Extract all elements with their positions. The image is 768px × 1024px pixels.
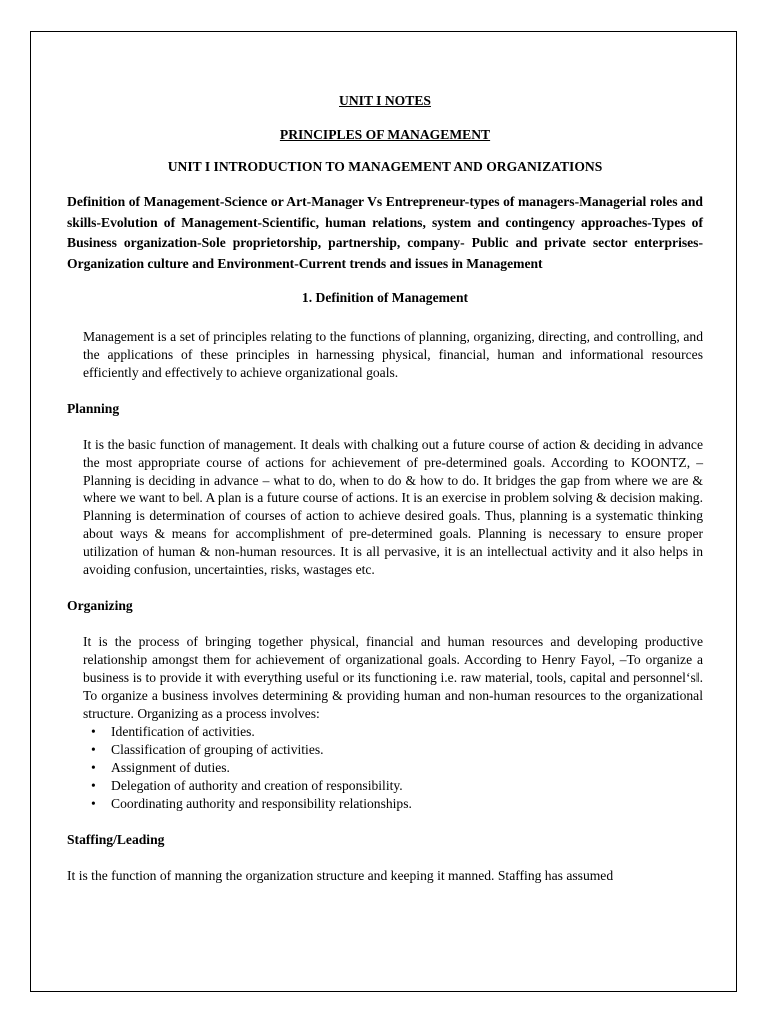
definition-paragraph: Management is a set of principles relating to the functions of planning, organizing, directing, and controlling, and the applications of these principles in harnessing physical, financial, human and informational resources efficiently and effectively to achieve organizational goals. <box>83 329 703 380</box>
page-content <box>67 93 703 884</box>
document-title: UNIT I NOTES <box>339 93 431 108</box>
list-item: • Identification of activities. <box>83 723 703 741</box>
list-item: • Coordinating authority and responsibility relationships. <box>83 795 703 813</box>
list-item: • Assignment of duties. <box>83 759 703 777</box>
list-item: • Delegation of authority and creation of responsibility. <box>83 777 703 795</box>
syllabus-paragraph: Definition of Management-Science or Art-Manager Vs Entrepreneur-types of managers-Managerial roles and skills-Evolution of Management-Scientific, human relations, system and contingency approaches-Types of Business organization-Sole proprietorship, partnership, company- Public and private sector enterprises-Organization culture and Environment-Current trends and issues in Management <box>67 194 703 271</box>
document-subtitle: PRINCIPLES OF MANAGEMENT <box>279 127 491 142</box>
list-item: • Classification of grouping of activities. <box>83 741 703 759</box>
planning-paragraph: It is the basic function of management. It deals with chalking out a future course of action & deciding in advance the most appropriate course of actions for achievement of pre-determined goals. According to KOONTZ, –Planning is deciding in advance – what to do, when to do & how to do. It bridges the gap from where we are & where we want to be‖. A plan is a future course of actions. It is an exercise in problem solving & decision making. Planning is determination of courses of action to achieve desired goals. Thus, planning is a systematic thinking about ways & means for accomplishment of pre-determined goals. Planning is necessary to ensure proper utilization of human & non-human resources. It is all pervasive, it is an intellectual activity and it also helps in avoiding confusion, uncertainties, risks, wastages etc. <box>83 436 703 578</box>
document-page <box>30 31 737 992</box>
section-title: 1. Definition of Management <box>301 290 469 305</box>
staffing-heading: Staffing/Leading <box>67 831 165 847</box>
unit-heading: UNIT I INTRODUCTION TO MANAGEMENT AND ORGANIZATIONS <box>167 159 603 174</box>
organizing-heading: Organizing <box>67 597 133 613</box>
organizing-paragraph: It is the process of bringing together physical, financial and human resources and developing productive relationship amongst them for achievement of organizational goals. According to Henry Fayol, –To organize a business is to provide it with everything useful or its functioning i.e. raw material, tools, capital and personnel‘s‖. To organize a business involves determining & providing human and non-human resources to the organizational structure. Organizing as a process involves: <box>83 633 703 721</box>
organizing-bullet-list <box>83 723 703 813</box>
staffing-paragraph: It is the function of manning the organization structure and keeping it manned. Staffing has assumed <box>67 867 614 883</box>
planning-heading: Planning <box>67 400 120 416</box>
